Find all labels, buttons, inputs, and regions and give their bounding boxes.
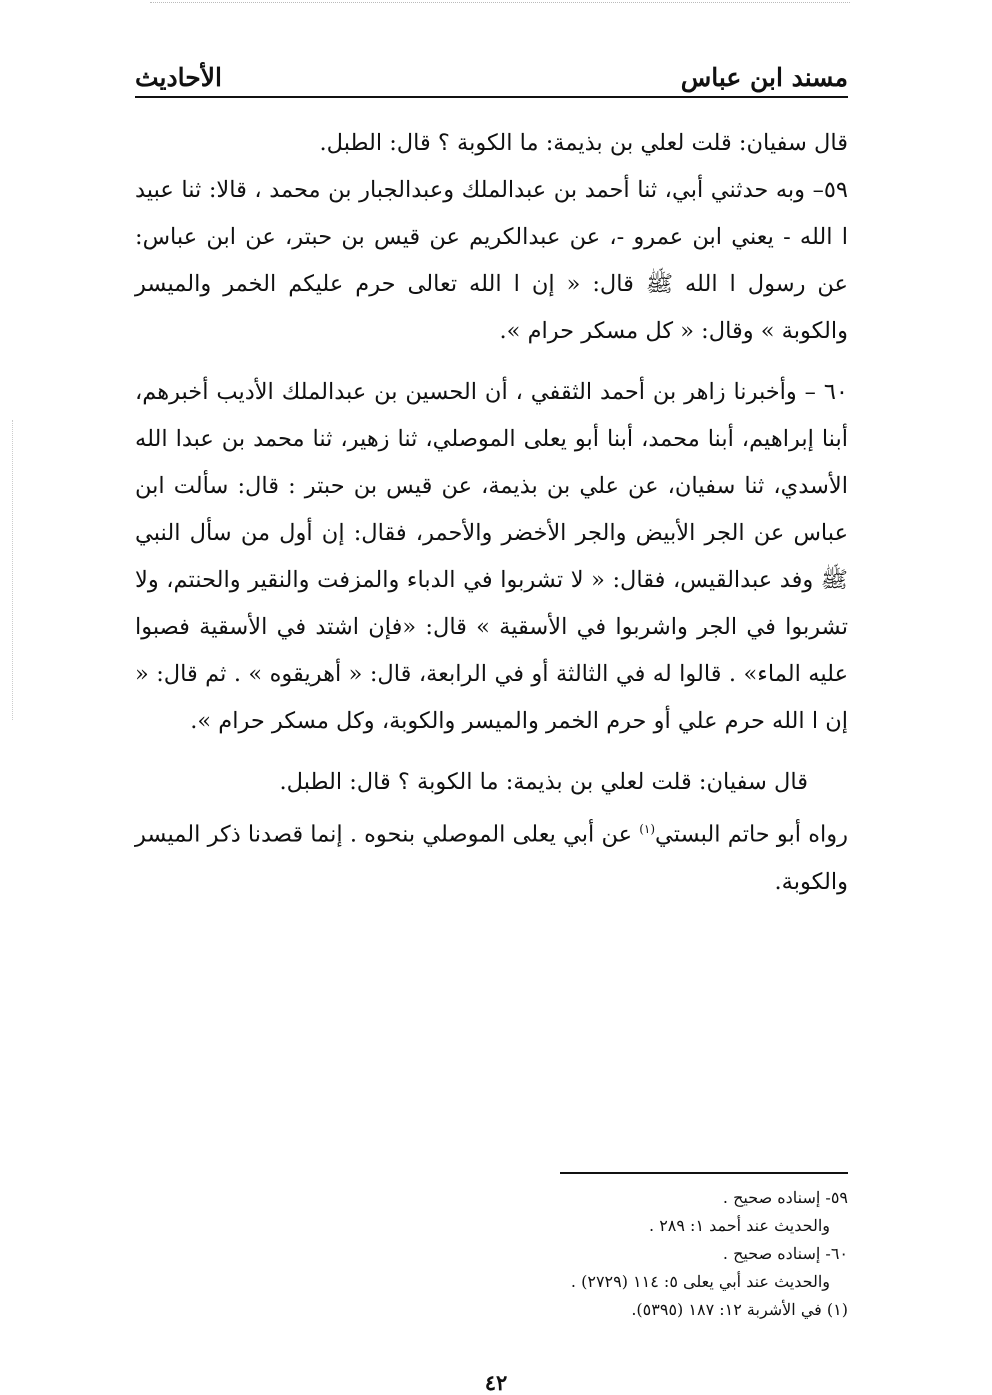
running-header <box>135 52 848 92</box>
hadith-59: ٥٩– وبه حدثني أبي، ثنا أحمد بن عبدالملك وعبدالجبار بن محمد ، قالا: ثنا عبيد ا الله - يعني ابن عمرو -، عن عبدالكريم عن قيس بن حبتر، عن ابن عباس: عن رسول ا الله ﷺ قال: « إن ا الله تعالى حرم عليكم الخمر والميسر والكوبة » وقال: « كل مسكر حرام ». <box>135 177 848 344</box>
section-title: الأحاديث <box>135 63 222 92</box>
paragraph-sufyan-note-2: قال سفيان: قلت لعلي بن بذيمة: ما الكوبة ؟ قال: الطبل. <box>279 769 808 795</box>
riwaya-text-end: عن أبي يعلى الموصلي بنحوه . إنما قصدنا ذكر الميسر والكوبة. <box>135 821 848 895</box>
footnote-marker: (١) <box>639 822 656 836</box>
scan-artifact-line <box>150 2 850 3</box>
book-title: مسند ابن عباس <box>680 63 848 92</box>
footnote-line: ٥٩- إسناده صحيح . <box>722 1188 848 1207</box>
footnote-line: والحديث عند أبي يعلى ٥: ١١٤ (٢٧٢٩) . <box>570 1272 830 1291</box>
header-rule <box>135 96 848 98</box>
footnote-line: ٦٠- إسناده صحيح . <box>722 1244 848 1263</box>
paragraph-riwaya <box>135 806 848 906</box>
footnotes <box>488 1184 848 1324</box>
hadith-60: ٦٠ – وأخبرنا زاهر بن أحمد الثقفي ، أن الحسين بن عبدالملك الأديب أخبرهم، أبنا إبراهيم، أبنا محمد، أبنا أبو يعلى الموصلي، ثنا زهير، ثنا محمد بن عبدا الله الأسدي، ثنا سفيان، عن علي بن بذيمة، عن قيس بن حبتر : قال: سألت ابن عباس عن الجر الأبيض والجر الأخضر والأحمر، فقال: إن أول من سأل النبي ﷺ وفد عبدالقيس، فقال: « لا تشربوا في الدباء والمزفت والنقير والحنتم، ولا تشربوا في الجر واشربوا في الأسقية » قال: «فإن اشتد في الأسقية فصبوا عليه الماء» . قالوا له في الثالثة أو في الرابعة، قال: « أهريقوه » . ثم قال: « إن ا الله حرم علي أو حرم الخمر والميسر والكوبة، وكل مسكر حرام ». <box>135 379 848 734</box>
footnote-line: والحديث عند أحمد ١: ٢٨٩ . <box>649 1216 830 1235</box>
scan-artifact-margin <box>12 420 13 720</box>
footnote-rule <box>560 1172 848 1174</box>
paragraph-sufyan-note-1: قال سفيان: قلت لعلي بن بذيمة: ما الكوبة ؟ قال: الطبل. <box>319 130 848 156</box>
page-number: ٤٢ <box>484 1370 508 1395</box>
main-text <box>135 120 848 906</box>
footnote-line: (١) في الأشربة ١٢: ١٨٧ (٥٣٩٥). <box>631 1300 848 1319</box>
riwaya-text-start: رواه أبو حاتم البستي <box>655 821 848 848</box>
